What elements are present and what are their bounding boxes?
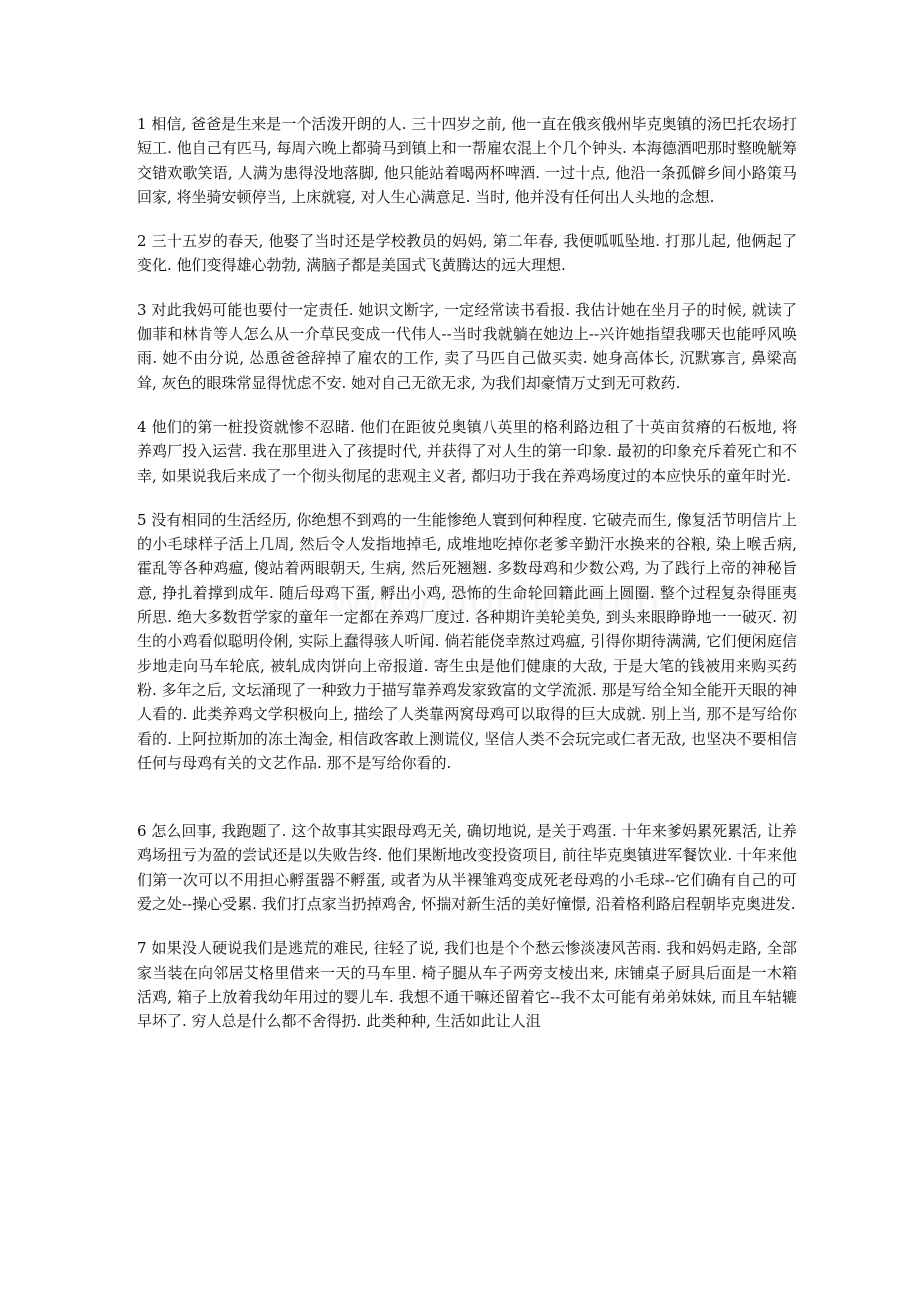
- paragraph-5: 5 没有相同的生活经历, 你绝想不到鸡的一生能惨绝人寰到何种程度. 它破壳而生, 像复活节明信片上的小毛球样子活上几周, 然后令人发指地掉毛, 成堆地吃掉你老爹辛勤汗水换来的谷粮, 染上喉舌病, 霍乱等各种鸡瘟, 傻站着两眼朝天, 生病, 然后死翘翘. 多数母鸡和少数公鸡, 为了践行上帝的神秘旨意, 挣扎着撑到成年. 随后母鸡下蛋, 孵出小鸡, 恐怖的生命轮回籍此画上圆圈. 整个过程复杂得匪夷所思. 绝大多数哲学家的童年一定都在养鸡厂度过. 各种期许美轮美奂, 到头来眼睁睁地一一破灭. 初生的小鸡看似聪明伶俐, 实际上蠢得骇人听闻. 倘若能侥幸熬过鸡瘟, 引得你期待满满, 它们便闲庭信步地走向马车轮底, 被轧成肉饼向上帝报道. 寄生虫是他们健康的大敌, 于是大笔的钱被用来购买药粉. 多年之后, 文坛涌现了一种致力于描写靠养鸡发家致富的文学流派. 那是写给全知全能开天眼的神人看的. 此类养鸡文学积极向上, 描绘了人类靠两窝母鸡可以取得的巨大成就. 别上当, 那不是写给你看的. 上阿拉斯加的冻土淘金, 相信政客敢上测谎仪, 坚信人类不会玩完或仁者无敌, 也坚决不要相信任何与母鸡有关的文艺作品. 那不是写给你看的.: [137, 510, 797, 772]
- article-body: [137, 112, 797, 1054]
- paragraph-1: 1 相信, 爸爸是生来是一个活泼开朗的人. 三十四岁之前, 他一直在俄亥俄州毕克奥镇的汤巴托农场打短工. 他自己有匹马, 每周六晚上都骑马到镇上和一帮雇农混上个几个钟头. 本海德酒吧那时整晚觥筹交错欢歌笑语, 人满为患得没地落脚, 他只能站着喝两杯啤酒. 一过十点, 他沿一条孤僻乡间小路策马回家, 将坐骑安顿停当, 上床就寝, 对人生心满意足. 当时, 他并没有任何出人头地的念想.: [137, 115, 797, 206]
- paragraph-6: 6 怎么回事, 我跑题了. 这个故事其实跟母鸡无关, 确切地说, 是关于鸡蛋. 十年来爹妈累死累活, 让养鸡场扭亏为盈的尝试还是以失败告终. 他们果断地改变投资项目, 前往毕克奥镇进军餐饮业. 十年来他们第一次可以不用担心孵蛋器不孵蛋, 或者为从半裸雏鸡变成死老母鸡的小毛球--它们确有自己的可爱之处--操心受累. 我们打点家当扔掉鸡舍, 怀揣对新生活的美好憧憬, 沿着格利路启程朝毕克奥进发.: [137, 822, 797, 914]
- paragraph-4: 4 他们的第一桩投资就惨不忍睹. 他们在距彼兑奥镇八英里的格利路边租了十英亩贫瘠的石板地, 将养鸡厂投入运营. 我在那里进入了孩提时代, 并获得了对人生的第一印象. 最初的印象充斥着死亡和不幸, 如果说我后来成了一个彻头彻尾的悲观主义者, 都归功于我在养鸡场度过的本应快乐的童年时光.: [137, 417, 797, 485]
- paragraph-7: 7 如果没人硬说我们是逃荒的难民, 往轻了说, 我们也是个个愁云惨淡凄风苦雨. 我和妈妈走路, 全部家当装在向邻居艾格里借来一天的马车里. 椅子腿从车子两旁支棱出来, 床铺桌子厨具后面是一木箱活鸡, 箱子上放着我幼年用过的婴儿车. 我想不通干嘛还留着它--我不太可能有弟弟妹妹, 而且车轱辘早坏了. 穷人总是什么都不舍得扔. 此类种种, 生活如此让人沮: [137, 939, 797, 1031]
- paragraph-3: 3 对此我妈可能也要付一定责任. 她识文断字, 一定经常读书看报. 我估计她在坐月子的时候, 就读了伽菲和林肯等人怎么从一介草民变成一代伟人--当时我就躺在她边上--兴许她指望我哪天也能呼风唤雨. 她不由分说, 怂恿爸爸辞掉了雇农的工作, 卖了马匹自己做买卖. 她身高体长, 沉默寡言, 鼻梁高耸, 灰色的眼珠常显得忧虑不安. 她对自己无欲无求, 为我们却豪情万丈到无可救药.: [137, 300, 797, 392]
- paragraph-2: 2 三十五岁的春天, 他娶了当时还是学校教员的妈妈, 第二年春, 我便呱呱坠地. 打那儿起, 他俩起了变化. 他们变得雄心勃勃, 满脑子都是美国式飞黄腾达的远大理想.: [137, 232, 797, 275]
